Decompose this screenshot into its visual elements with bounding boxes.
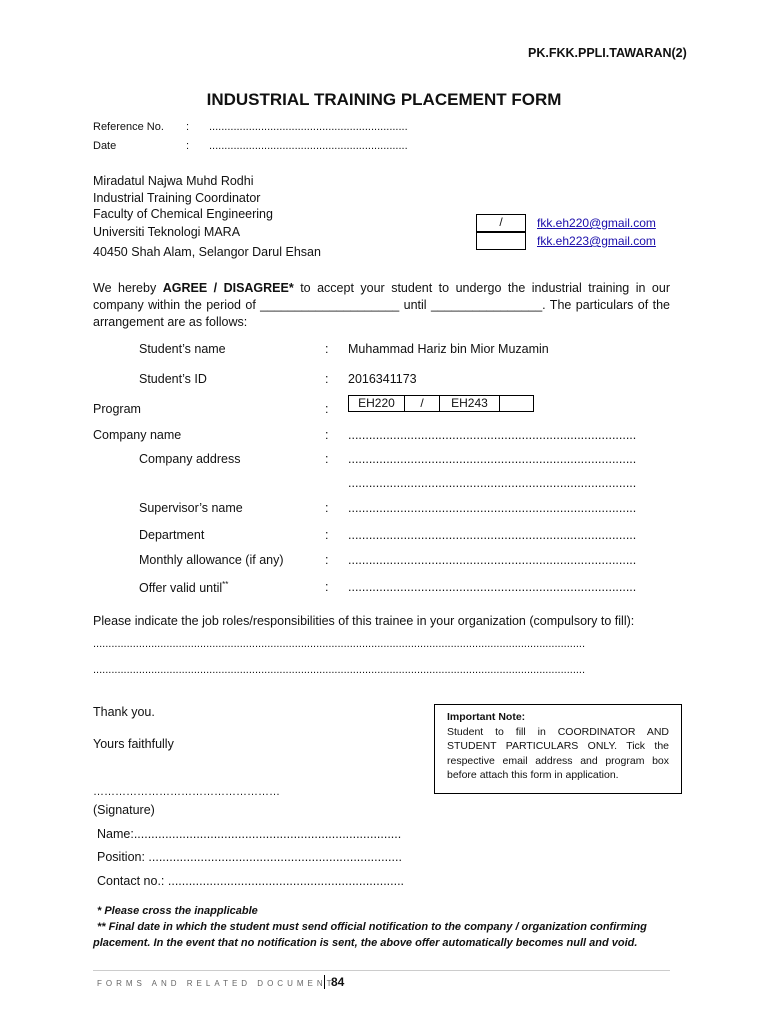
student-name-value: Muhammad Hariz bin Mior Muzamin (348, 342, 549, 356)
program-label: Program (93, 402, 141, 416)
footnote-final-date: ** Final date in which the student must send official notification to the company / organization confirming (97, 921, 647, 933)
allowance-label: Monthly allowance (if any) (139, 553, 284, 567)
contact-field[interactable]: Contact no.: .................................................................... (97, 874, 405, 888)
email-link-eh223[interactable]: fkk.eh223@gmail.com (537, 234, 656, 248)
page-number: 84 (324, 975, 344, 989)
program-box-tick[interactable] (499, 395, 534, 412)
reference-label: Reference No. (93, 121, 164, 133)
email-tick-box-2[interactable] (476, 232, 526, 250)
name-field[interactable]: Name:............................................................................. (97, 827, 402, 841)
recipient-line: Miradatul Najwa Muhd Rodhi (93, 174, 254, 188)
reference-field[interactable]: ................................................................. (209, 121, 408, 133)
footnote-cross: * Please cross the inapplicable (97, 905, 258, 917)
important-note-box (434, 704, 682, 794)
company-address-field[interactable]: ................................................................................... (348, 452, 637, 466)
footnote-final-date-cont: placement. In the event that no notification is sent, the above offer automatically becomes null and void. (93, 937, 638, 949)
colon: : (325, 342, 329, 356)
colon: : (325, 428, 329, 442)
date-colon: : (186, 140, 190, 152)
job-roles-line[interactable]: ................................................................................................................................................................. (93, 664, 586, 676)
colon: : (325, 528, 329, 542)
yours-faithfully: Yours faithfully (93, 737, 174, 751)
important-note-title: Important Note: (447, 711, 526, 723)
department-label: Department (139, 528, 205, 542)
job-roles-line[interactable]: ................................................................................................................................................................. (93, 638, 586, 650)
signature-label: (Signature) (93, 803, 155, 817)
department-field[interactable]: ................................................................................... (348, 528, 637, 542)
recipient-line: Faculty of Chemical Engineering (93, 207, 273, 221)
email-link-eh220[interactable]: fkk.eh220@gmail.com (537, 216, 656, 230)
recipient-line: 40450 Shah Alam, Selangor Darul Ehsan (93, 245, 321, 259)
footer-divider (93, 970, 670, 971)
date-field[interactable]: ................................................................. (209, 140, 408, 152)
company-name-label: Company name (93, 428, 182, 442)
intro-paragraph: We hereby AGREE / DISAGREE* to accept your student to undergo the industrial training in our company within the period of ____________________ until ________________. The particulars of the arrangement are as follows: (93, 281, 670, 329)
form-title: INDUSTRIAL TRAINING PLACEMENT FORM (206, 90, 562, 109)
supervisor-field[interactable]: ................................................................................... (348, 501, 637, 515)
colon: : (325, 372, 329, 386)
student-id-label: Student’s ID (139, 372, 207, 386)
important-note-body: Student to fill in COORDINATOR AND STUDENT PARTICULARS ONLY. Tick the respective email address and program box before attach this form in application. (447, 725, 669, 781)
student-name-label: Student’s name (139, 342, 226, 356)
thank-you: Thank you. (93, 705, 155, 719)
program-box-eh220[interactable]: EH220 (348, 395, 405, 412)
colon: : (325, 452, 329, 466)
recipient-line: Universiti Teknologi MARA (93, 225, 241, 239)
email-tick-box-1[interactable]: / (476, 214, 526, 232)
company-address-field[interactable]: ................................................................................... (348, 476, 637, 490)
allowance-field[interactable]: ................................................................................... (348, 553, 637, 567)
footer-label: FORMS AND RELATED DOCUMENT (97, 979, 336, 988)
offer-valid-field[interactable]: ................................................................................... (348, 580, 637, 594)
position-field[interactable]: Position: ......................................................................... (97, 850, 402, 864)
colon: : (325, 501, 329, 515)
recipient-line: Industrial Training Coordinator (93, 191, 261, 205)
colon: : (325, 580, 329, 594)
student-id-value: 2016341173 (348, 372, 417, 386)
program-box-tick[interactable]: / (404, 395, 440, 412)
date-label: Date (93, 140, 117, 152)
company-name-field[interactable]: ................................................................................... (348, 428, 637, 442)
company-address-label: Company address (139, 452, 241, 466)
job-roles-question: Please indicate the job roles/responsibilities of this trainee in your organization (compulsory to fill): (93, 614, 635, 628)
colon: : (325, 402, 329, 416)
document-code: PK.FKK.PPLI.TAWARAN(2) (528, 46, 687, 60)
signature-line[interactable]: …………………………………………… (93, 786, 280, 798)
reference-colon: : (186, 121, 190, 133)
colon: : (325, 553, 329, 567)
supervisor-label: Supervisor’s name (139, 501, 243, 515)
offer-valid-label: Offer valid until** (139, 580, 229, 596)
program-box-eh243[interactable]: EH243 (439, 395, 500, 412)
